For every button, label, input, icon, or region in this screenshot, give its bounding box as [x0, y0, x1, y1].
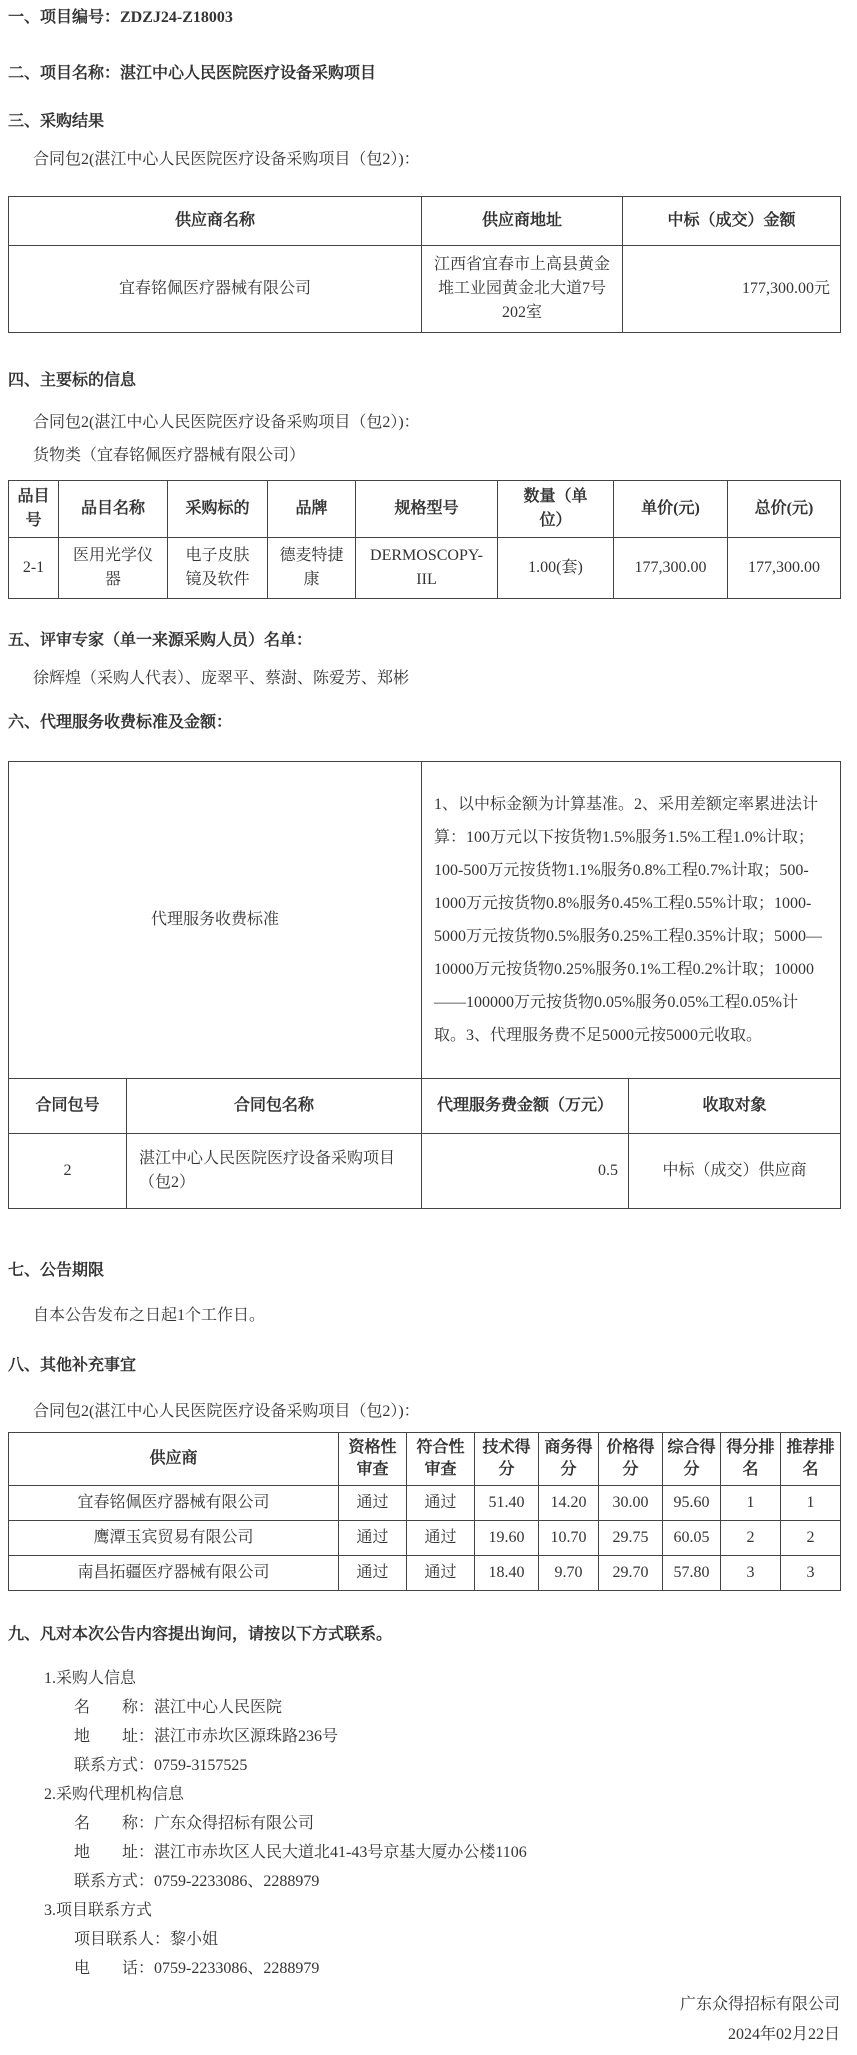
th-total-score: 综合得分	[663, 1433, 721, 1486]
cell-conformity-review: 通过	[407, 1521, 475, 1556]
th-qualification-review: 资格性审查	[339, 1433, 407, 1486]
cell-supplier-address: 江西省宜春市上高县黄金堆工业园黄金北大道7号202室	[422, 246, 623, 333]
section-8-package-line: 合同包2(湛江中心人民医院医疗设备采购项目（包2）)：	[33, 1403, 420, 1420]
table-row	[9, 1556, 841, 1591]
table-header-row	[9, 197, 841, 246]
agency-info-title: 2.采购代理机构信息	[44, 1786, 185, 1803]
cell-total-score: 57.80	[663, 1556, 721, 1591]
cell-package-name: 湛江中心人民医院医疗设备采购项目（包2）	[127, 1134, 422, 1209]
th-unit-price: 单价(元)	[614, 481, 728, 538]
agency-fee-table	[8, 761, 841, 1209]
cell-business-score: 10.70	[539, 1521, 599, 1556]
th-business-score: 商务得分	[539, 1433, 599, 1486]
cell-quantity-unit: 1.00(套)	[498, 538, 614, 599]
cell-score-rank: 1	[721, 1486, 781, 1521]
cell-total-score: 60.05	[663, 1521, 721, 1556]
section-4-category-line: 货物类（宜春铭佩医疗器械有限公司）	[33, 447, 306, 464]
section-8-heading: 八、其他补充事宜	[8, 1357, 137, 1374]
th-conformity-review: 符合性审查	[407, 1433, 475, 1486]
section-4-heading: 四、主要标的信息	[8, 372, 137, 389]
cell-fee-standard-label: 代理服务收费标准	[9, 762, 422, 1079]
th-recommend-rank: 推荐排名	[781, 1433, 841, 1486]
table-header-row	[9, 481, 841, 538]
buyer-info-title: 1.采购人信息	[44, 1670, 137, 1687]
th-score-rank: 得分排名	[721, 1433, 781, 1486]
procurement-result-table	[8, 196, 841, 333]
table-header-row	[9, 1433, 841, 1486]
supplier-score-table	[8, 1432, 841, 1591]
cell-recommend-rank: 3	[781, 1556, 841, 1591]
section-6-heading: 六、代理服务收费标准及金额：	[8, 714, 233, 731]
th-supplier: 供应商	[9, 1433, 339, 1486]
cell-item-no: 2-1	[9, 538, 59, 599]
th-package-name: 合同包名称	[127, 1079, 422, 1134]
th-brand: 品牌	[268, 481, 356, 538]
section-4-package-line: 合同包2(湛江中心人民医院医疗设备采购项目（包2）)：	[33, 414, 420, 431]
th-spec-model: 规格型号	[356, 481, 498, 538]
section-7-heading: 七、公告期限	[8, 1262, 105, 1279]
project-contact-person-line: 项目联系人：黎小姐	[74, 1931, 219, 1948]
cell-qualification-review: 通过	[339, 1556, 407, 1591]
cell-qualification-review: 通过	[339, 1521, 407, 1556]
footer-date: 2024年02月22日	[727, 2026, 840, 2043]
table-row	[9, 246, 841, 333]
project-contact-title: 3.项目联系方式	[44, 1902, 153, 1919]
agency-phone-line: 联系方式：0759-2233086、2288979	[74, 1873, 320, 1890]
table-row	[9, 1486, 841, 1521]
cell-score-rank: 3	[721, 1556, 781, 1591]
th-package-no: 合同包号	[9, 1079, 127, 1134]
buyer-phone-line: 联系方式：0759-3157525	[74, 1757, 248, 1774]
announcement-period-text: 自本公告发布之日起1个工作日。	[33, 1307, 266, 1324]
cell-spec-model: DERMOSCOPY-IIL	[356, 538, 498, 599]
cell-supplier: 宜春铭佩医疗器械有限公司	[9, 1486, 339, 1521]
th-quantity-unit: 数量（单位）	[498, 481, 614, 538]
cell-supplier: 鹰潭玉宾贸易有限公司	[9, 1521, 339, 1556]
cell-recommend-rank: 2	[781, 1521, 841, 1556]
cell-supplier: 南昌拓疆医疗器械有限公司	[9, 1556, 339, 1591]
cell-payer: 中标（成交）供应商	[629, 1134, 841, 1209]
cell-technical-score: 19.60	[475, 1521, 539, 1556]
cell-technical-score: 51.40	[475, 1486, 539, 1521]
section-3-package-line: 合同包2(湛江中心人民医院医疗设备采购项目（包2）)：	[33, 151, 420, 168]
section-2-project-name: 二、项目名称：湛江中心人民医院医疗设备采购项目	[8, 65, 377, 82]
cell-award-amount: 177,300.00元	[623, 246, 841, 333]
cell-price-score: 29.75	[599, 1521, 663, 1556]
agency-address-line: 地 址：湛江市赤坎区人民大道北41-43号京基大厦办公楼1106	[74, 1844, 527, 1861]
cell-business-score: 9.70	[539, 1556, 599, 1591]
cell-conformity-review: 通过	[407, 1486, 475, 1521]
fee-standard-row	[9, 762, 841, 1079]
cell-fee-standard-text: 1、以中标金额为计算基准。2、采用差额定率累进法计算：100万元以下按货物1.5%服务1.5%工程1.0%计取；100-500万元按货物1.1%服务0.8%工程0.7%计取；500-1000万元按货物0.8%服务0.45%工程0.55%计取；1000-5000万元按货物0.5%服务0.25%工程0.35%计取；5000—10000万元按货物0.25%服务0.1%工程0.2%计取；10000——100000万元按货物0.05%服务0.05%工程0.05%计取。3、代理服务费不足5000元按5000元收取。	[422, 762, 841, 1079]
cell-subject: 电子皮肤镜及软件	[168, 538, 268, 599]
section-3-heading: 三、采购结果	[8, 113, 105, 130]
th-technical-score: 技术得分	[475, 1433, 539, 1486]
cell-business-score: 14.20	[539, 1486, 599, 1521]
cell-price-score: 29.70	[599, 1556, 663, 1591]
th-payer: 收取对象	[629, 1079, 841, 1134]
th-total-price: 总价(元)	[728, 481, 841, 538]
expert-name-list: 徐辉煌（采购人代表）、庞翠平、蔡澍、陈爱芳、郑彬	[33, 670, 410, 687]
th-item-no: 品目号	[9, 481, 59, 538]
cell-technical-score: 18.40	[475, 1556, 539, 1591]
cell-total-price: 177,300.00	[728, 538, 841, 599]
buyer-address-line: 地 址：湛江市赤坎区源珠路236号	[74, 1728, 339, 1745]
th-price-score: 价格得分	[599, 1433, 663, 1486]
project-contact-phone-line: 电 话：0759-2233086、2288979	[74, 1960, 320, 1977]
cell-brand: 德麦特捷康	[268, 538, 356, 599]
cell-unit-price: 177,300.00	[614, 538, 728, 599]
agency-name-line: 名 称：广东众得招标有限公司	[74, 1815, 315, 1832]
table-row	[9, 1521, 841, 1556]
th-award-amount: 中标（成交）金额	[623, 197, 841, 246]
footer-company-name: 广东众得招标有限公司	[679, 1996, 840, 2013]
subject-info-table	[8, 480, 841, 599]
cell-qualification-review: 通过	[339, 1486, 407, 1521]
table-row	[9, 538, 841, 599]
th-item-name: 品目名称	[59, 481, 168, 538]
cell-fee-amount: 0.5	[422, 1134, 629, 1209]
table-header-row	[9, 1079, 841, 1134]
cell-supplier-name: 宜春铭佩医疗器械有限公司	[9, 246, 422, 333]
cell-total-score: 95.60	[663, 1486, 721, 1521]
section-9-heading: 九、凡对本次公告内容提出询问，请按以下方式联系。	[8, 1626, 393, 1643]
th-supplier-address: 供应商地址	[422, 197, 623, 246]
buyer-name-line: 名 称：湛江中心人民医院	[74, 1699, 283, 1716]
th-supplier-name: 供应商名称	[9, 197, 422, 246]
table-row	[9, 1134, 841, 1209]
cell-package-no: 2	[9, 1134, 127, 1209]
cell-price-score: 30.00	[599, 1486, 663, 1521]
section-5-heading: 五、评审专家（单一来源采购人员）名单：	[8, 632, 313, 649]
th-subject: 采购标的	[168, 481, 268, 538]
cell-item-name: 医用光学仪器	[59, 538, 168, 599]
cell-conformity-review: 通过	[407, 1556, 475, 1591]
th-fee-amount: 代理服务费金额（万元）	[422, 1079, 629, 1134]
cell-recommend-rank: 1	[781, 1486, 841, 1521]
section-1-project-number: 一、项目编号：ZDZJ24-Z18003	[8, 9, 233, 26]
cell-score-rank: 2	[721, 1521, 781, 1556]
